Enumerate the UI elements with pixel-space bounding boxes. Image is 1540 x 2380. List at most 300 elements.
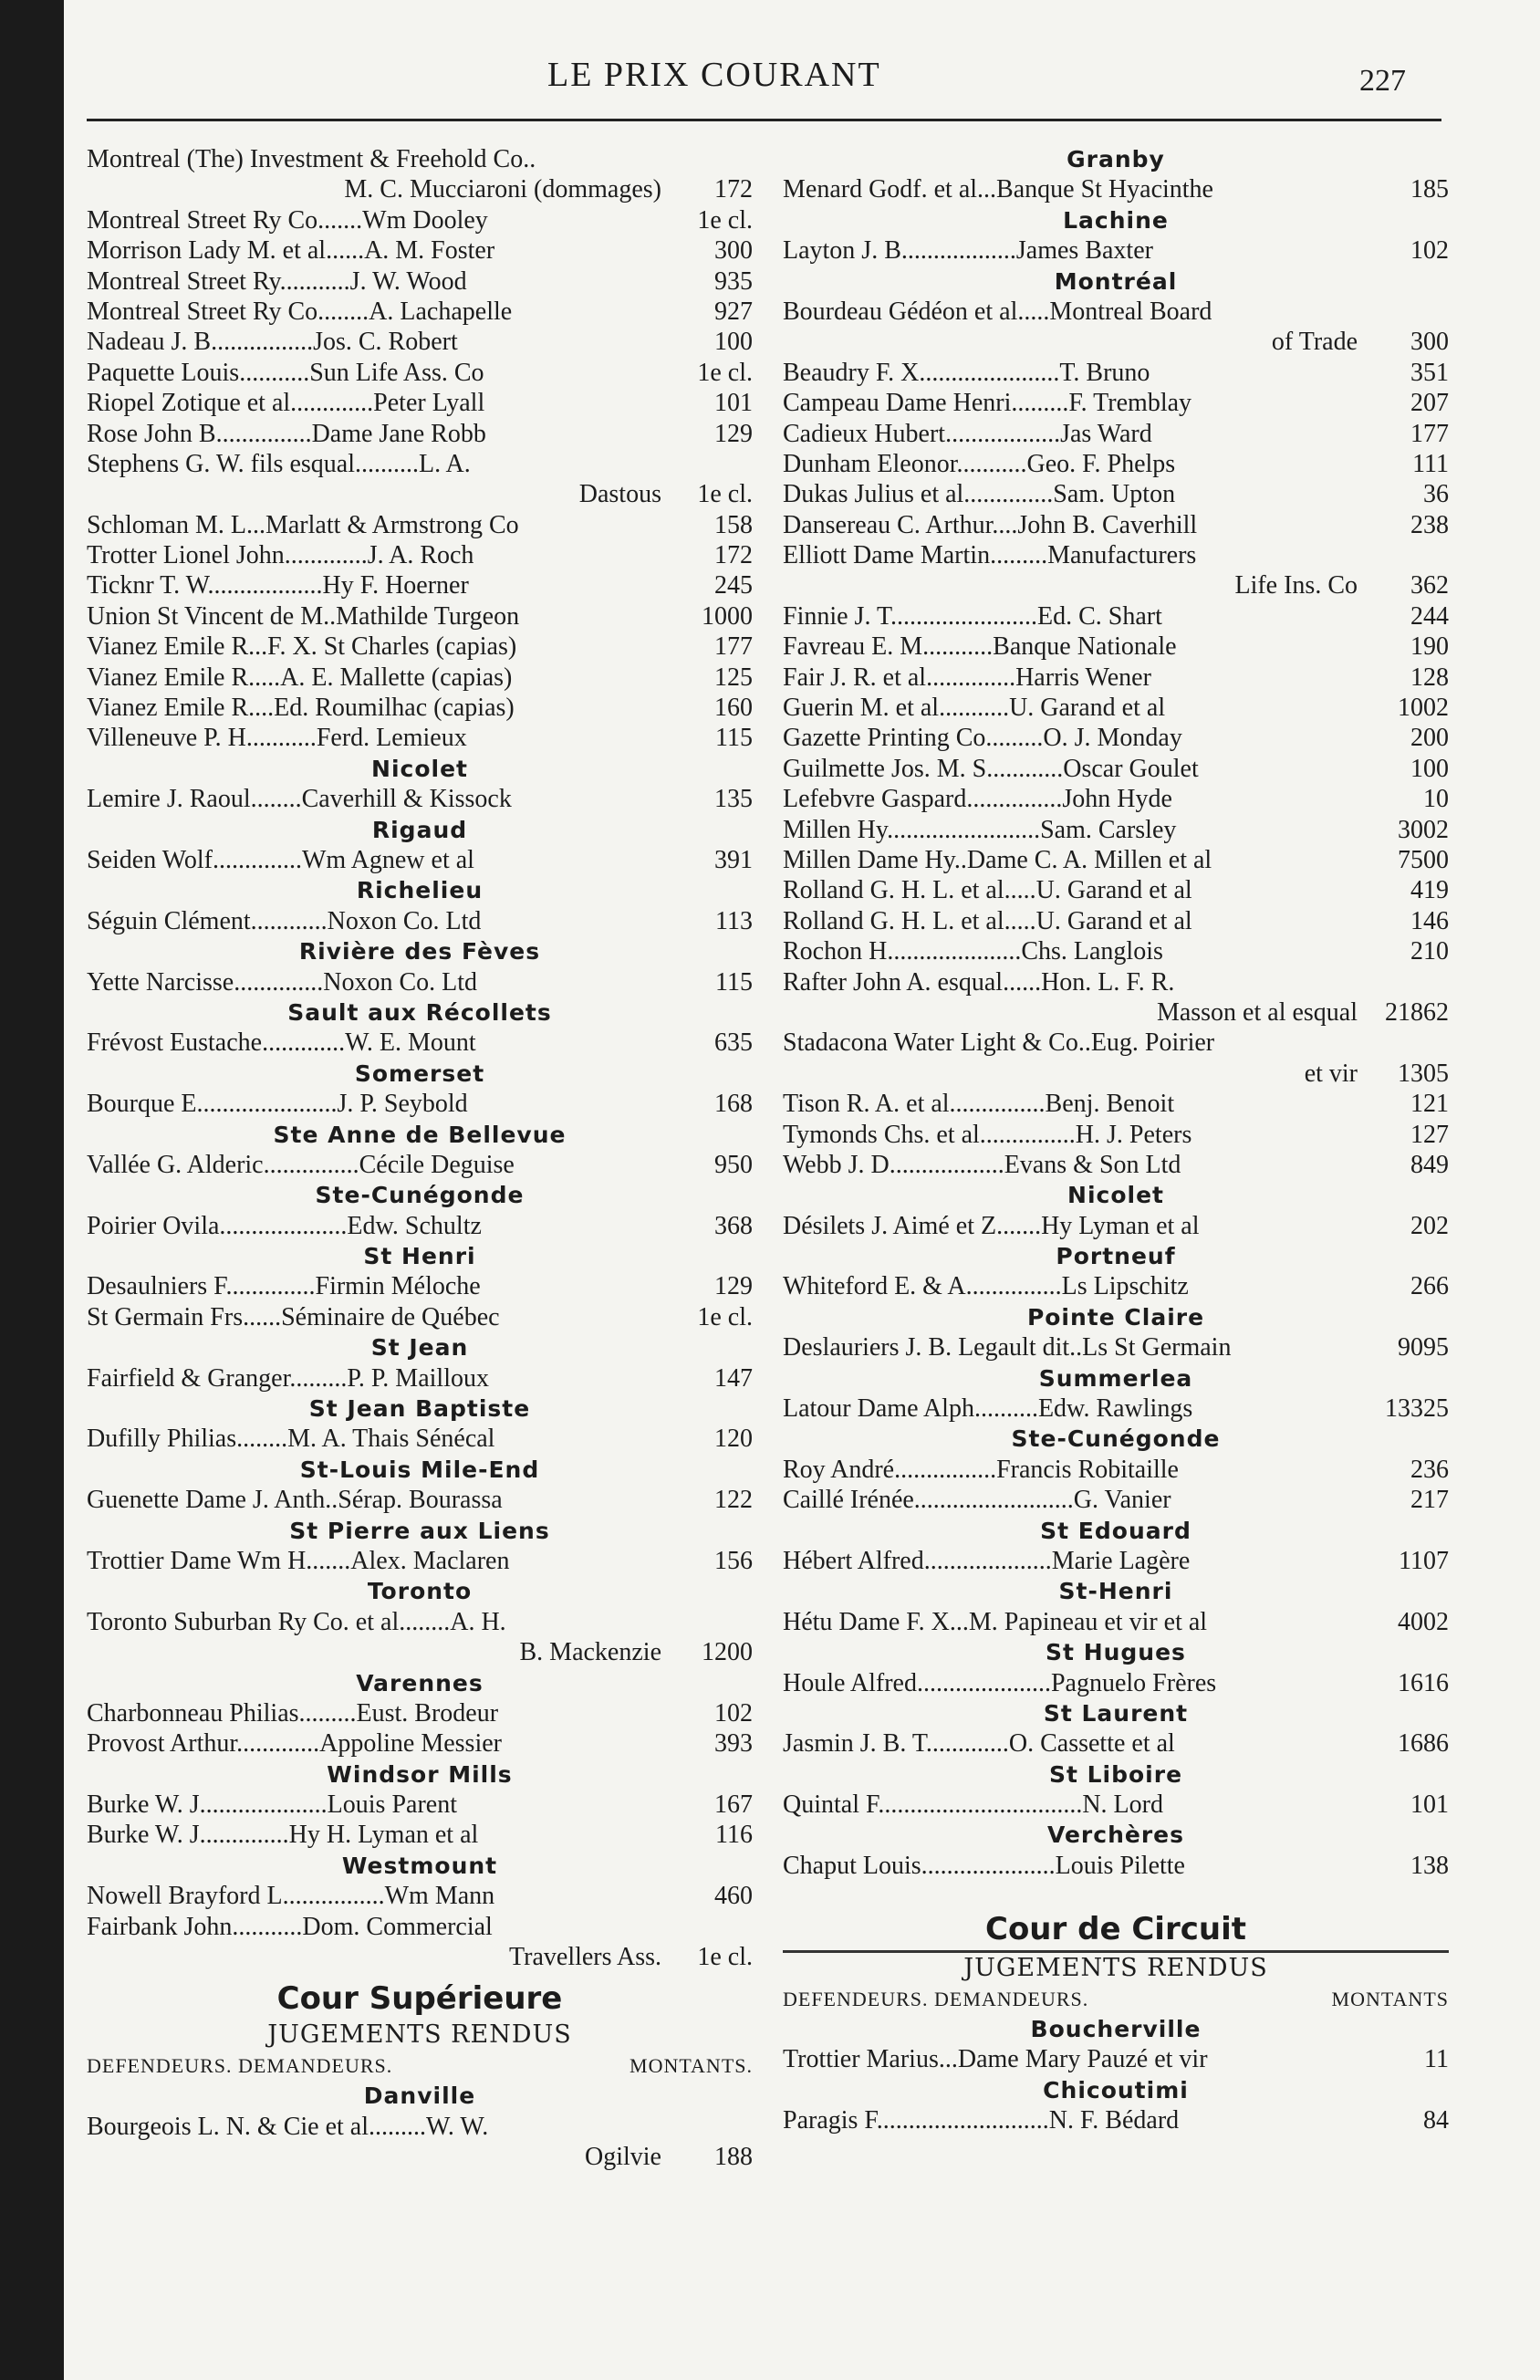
entry-amount: 11	[1424, 2045, 1449, 2074]
place-heading: Chicoutimi	[1043, 2076, 1189, 2103]
entry-amount: 135	[714, 785, 753, 814]
entry-parties: Jasmin J. B. T.............O. Cassette et al	[783, 1729, 1175, 1759]
entry-amount: 121	[1410, 1090, 1449, 1119]
entry-parties: Stephens G. W. fils esqual..........L. A.	[87, 449, 471, 478]
entry-parties: Millen Dame Hy..Dame C. A. Millen et al	[783, 845, 1212, 874]
place-heading: Montréal	[1054, 267, 1178, 295]
judgment-entry	[87, 419, 753, 449]
entry-parties: Deslauriers J. B. Legault dit..Ls St Germain	[783, 1333, 1232, 1362]
entry-parties: Whiteford E. & A...............Ls Lipschitz	[783, 1272, 1189, 1301]
judgment-entry	[87, 540, 753, 570]
judgment-entry	[783, 906, 1449, 936]
entry-parties: Hétu Dame F. X...M. Papineau et vir et al	[783, 1607, 1208, 1636]
judgment-entry	[783, 1668, 1449, 1698]
continuation-text: of Trade	[1271, 328, 1358, 357]
entry-amount: 156	[714, 1546, 753, 1575]
entry-amount: 266	[1410, 1272, 1449, 1301]
entry-parties: Roy André................Francis Robitaille	[783, 1455, 1179, 1484]
entry-parties: Hébert Alfred....................Marie Lagère	[783, 1546, 1191, 1575]
place-heading: Ste-Cunégonde	[1011, 1425, 1221, 1453]
judgment-entry	[87, 1546, 753, 1576]
entry-parties: Dukas Julius et al..............Sam. Upton	[783, 480, 1176, 509]
continuation-text: Ogilvie	[585, 2143, 661, 2171]
judgment-entry	[783, 1332, 1449, 1362]
entry-amount: 128	[1410, 663, 1449, 692]
entry-parties: Cadieux Hubert..................Jas Ward	[783, 419, 1152, 448]
entry-parties: Toronto Suburban Ry Co. et al........A. H.	[87, 1607, 506, 1636]
continuation-text: Travellers Ass.	[509, 1943, 661, 1972]
entry-parties: Dunham Eleonor...........Geo. F. Phelps	[783, 449, 1176, 478]
judgment-entry	[87, 1363, 753, 1394]
entry-parties: Houle Alfred.....................Pagnuelo Frères	[783, 1668, 1217, 1697]
entry-continuation	[87, 1637, 753, 1667]
continuation-text: B. Mackenzie	[519, 1638, 661, 1667]
judgment-entry	[87, 601, 753, 632]
entry-parties: Montreal Street Ry...........J. W. Wood	[87, 266, 467, 296]
judgment-entry	[783, 2105, 1449, 2135]
entry-amount: 7500	[1398, 845, 1449, 874]
judgment-entry	[783, 297, 1449, 327]
judgment-entry	[87, 449, 753, 479]
entry-parties: Trottier Marius...Dame Mary Pauzé et vir	[783, 2045, 1208, 2074]
judgment-entry	[783, 1546, 1449, 1576]
judgment-entry	[87, 358, 753, 388]
entry-parties: Tison R. A. et al...............Benj. Benoit	[783, 1090, 1175, 1119]
judgment-entry	[87, 570, 753, 600]
entry-parties: Rolland G. H. L. et al.....U. Garand et al	[783, 876, 1192, 905]
entry-amount: 635	[714, 1028, 753, 1058]
entry-amount: 202	[1410, 1211, 1449, 1240]
entry-continuation	[783, 1059, 1449, 1089]
entry-amount: 172	[714, 541, 753, 570]
entry-parties: Nowell Brayford L................Wm Mann	[87, 1882, 495, 1911]
judgment-entry	[783, 1607, 1449, 1637]
judgment-entry	[783, 419, 1449, 449]
judgment-entry	[783, 693, 1449, 723]
place-heading: Boucherville	[1030, 2016, 1202, 2043]
entry-amount: 111	[1412, 449, 1449, 478]
place-heading: Somerset	[354, 1060, 485, 1087]
judgment-entry	[87, 723, 753, 753]
judgment-entry	[783, 1150, 1449, 1180]
entry-parties: Guenette Dame J. Anth..Sérap. Bourassa	[87, 1486, 503, 1515]
judgment-entry	[87, 144, 753, 174]
entry-amount: 1e cl.	[697, 358, 753, 387]
judgment-entry	[783, 1851, 1449, 1881]
entry-amount: 368	[714, 1211, 753, 1240]
judgment-entry	[783, 1790, 1449, 1820]
entry-amount: 4002	[1398, 1607, 1449, 1636]
entry-parties: Layton J. B..................James Baxter	[783, 236, 1153, 266]
entry-continuation	[783, 327, 1449, 357]
entry-parties: Ticknr T. W..................Hy F. Hoerner	[87, 571, 469, 600]
entry-parties: Rochon H.....................Chs. Langlois	[783, 937, 1163, 966]
place-heading: St Liboire	[1048, 1760, 1183, 1788]
entry-parties: Séguin Clément............Noxon Co. Ltd	[87, 906, 482, 935]
entry-parties: Montreal Street Ry Co........A. Lachapelle	[87, 297, 513, 326]
entry-amount: 36	[1423, 480, 1449, 509]
place-heading: Westmount	[341, 1852, 498, 1879]
entry-parties: Stadacona Water Light & Co..Eug. Poirier	[783, 1028, 1215, 1058]
entry-parties: Rafter John A. esqual......Hon. L. F. R.	[783, 967, 1175, 997]
entry-amount: 351	[1410, 358, 1449, 387]
entry-amount: 300	[1410, 328, 1449, 357]
judgment-entry	[87, 632, 753, 662]
entry-parties: Fair J. R. et al..............Harris Wener	[783, 663, 1151, 692]
entry-amount: 1616	[1398, 1668, 1449, 1697]
column-label-parties: DEFENDEURS. DEMANDEURS.	[783, 1987, 1089, 2010]
entry-parties: Elliott Dame Martin.........Manufacturers	[783, 541, 1197, 570]
place-heading: St Jean	[370, 1334, 469, 1362]
judgment-entry	[87, 1302, 753, 1332]
entry-parties: Millen Hy........................Sam. Carsley	[783, 815, 1177, 844]
entry-amount: 10	[1423, 785, 1449, 814]
right-column	[783, 144, 1449, 2136]
judgment-entry	[783, 540, 1449, 570]
entry-parties: Villeneuve P. H...........Ferd. Lemieux	[87, 724, 467, 753]
judgment-entry	[87, 1881, 753, 1911]
place-heading: Danville	[363, 2082, 476, 2110]
judgment-entry	[87, 906, 753, 936]
entry-amount: 158	[714, 510, 753, 539]
left-column	[87, 144, 753, 2172]
entry-parties: Trottier Dame Wm H.......Alex. Maclaren	[87, 1546, 510, 1575]
entry-parties: Dansereau C. Arthur....John B. Caverhill	[783, 510, 1198, 539]
entry-amount: 1200	[702, 1638, 753, 1667]
entry-parties: Rose John B...............Dame Jane Robb	[87, 419, 486, 448]
judgment-entry	[87, 205, 753, 235]
entry-amount: 127	[1410, 1120, 1449, 1149]
entry-parties: Burke W. J....................Louis Parent	[87, 1790, 457, 1820]
entry-amount: 300	[714, 236, 753, 266]
judgment-entry	[87, 1150, 753, 1180]
entry-parties: Paragis F...........................N. F. Bédard	[783, 2106, 1180, 2135]
entry-continuation	[783, 570, 1449, 600]
entry-parties: Yette Narcisse..............Noxon Co. Ltd	[87, 967, 478, 997]
entry-amount: 1e cl.	[697, 480, 753, 509]
entry-amount: 1e cl.	[697, 1943, 753, 1972]
entry-amount: 245	[714, 571, 753, 600]
entry-amount: 120	[714, 1425, 753, 1454]
place-heading: Rigaud	[371, 816, 468, 843]
judgment-entry	[87, 663, 753, 693]
place-heading: St-Henri	[1058, 1578, 1173, 1605]
entry-parties: Gazette Printing Co.........O. J. Monday	[783, 724, 1182, 753]
entry-amount: 188	[714, 2143, 753, 2171]
entry-amount: 460	[714, 1882, 753, 1911]
entry-parties: Bourdeau Gédéon et al.....Montreal Board	[783, 297, 1212, 326]
judgment-entry	[783, 235, 1449, 266]
entry-parties: Vianez Emile R....Ed. Roumilhac (capias)	[87, 694, 515, 723]
judgment-entry	[783, 784, 1449, 814]
judgment-entry	[783, 174, 1449, 204]
judgment-entry	[783, 510, 1449, 540]
entry-amount: 1107	[1399, 1546, 1449, 1575]
entry-amount: 393	[714, 1729, 753, 1759]
entry-continuation	[87, 174, 753, 204]
judgment-entry	[87, 1698, 753, 1728]
judgment-entry	[783, 1120, 1449, 1150]
judgment-entry	[783, 723, 1449, 753]
entry-parties: Rolland G. H. L. et al.....U. Garand et al	[783, 906, 1192, 935]
place-heading: St Hugues	[1046, 1639, 1186, 1666]
entry-amount: 100	[1410, 754, 1449, 783]
entry-parties: Favreau E. M...........Banque Nationale	[783, 632, 1177, 662]
entry-parties: Finnie J. T.......................Ed. C. Shart	[783, 601, 1162, 631]
place-heading: Nicolet	[371, 755, 468, 782]
entry-parties: Latour Dame Alph..........Edw. Rawlings	[783, 1394, 1193, 1424]
judgment-entry	[783, 663, 1449, 693]
entry-amount: 950	[714, 1150, 753, 1179]
entry-amount: 160	[714, 694, 753, 723]
entry-amount: 21862	[1385, 997, 1449, 1027]
judgment-entry	[87, 1790, 753, 1820]
entry-parties: Desaulniers F..............Firmin Méloche	[87, 1272, 481, 1301]
entry-amount: 391	[714, 845, 753, 874]
entry-amount: 101	[714, 389, 753, 418]
judgment-entry	[783, 1485, 1449, 1515]
entry-amount: 9095	[1398, 1333, 1449, 1362]
place-heading: Portneuf	[1056, 1243, 1176, 1270]
court-heading: Cour de Circuit	[783, 1903, 1449, 1953]
column-label-amounts: MONTANTS.	[630, 2053, 753, 2077]
entry-parties: Vallée G. Alderic...............Cécile Deguise	[87, 1150, 515, 1179]
judgment-entry	[87, 1912, 753, 1942]
entry-parties: St Germain Frs......Séminaire de Québec	[87, 1302, 500, 1331]
entry-amount: 1305	[1398, 1059, 1449, 1088]
judgment-entry	[783, 1394, 1449, 1424]
entry-amount: 177	[1410, 419, 1449, 448]
entry-parties: Vianez Emile R.....A. E. Mallette (capias)	[87, 663, 513, 692]
judgment-entry	[783, 601, 1449, 632]
place-heading: Granby	[1067, 146, 1165, 172]
place-heading: Rivière des Fèves	[298, 938, 541, 966]
judgment-entry	[87, 1424, 753, 1454]
place-heading: Pointe Claire	[1026, 1303, 1205, 1331]
judgment-entry	[783, 936, 1449, 966]
judgment-entry	[87, 266, 753, 297]
entry-amount: 1e cl.	[697, 205, 753, 235]
column-label-amounts: MONTANTS	[1331, 1987, 1449, 2010]
judgment-entry	[87, 1271, 753, 1301]
entry-parties: Seiden Wolf..............Wm Agnew et al	[87, 845, 474, 874]
judgment-entry	[783, 875, 1449, 905]
judgment-entry	[783, 479, 1449, 509]
judgment-entry	[87, 510, 753, 540]
judgment-entry	[783, 1211, 1449, 1241]
judgment-entry	[783, 845, 1449, 875]
judgment-entry	[87, 1211, 753, 1241]
entry-amount: 177	[714, 632, 753, 662]
entry-continuation	[783, 997, 1449, 1028]
entry-parties: Dufilly Philias........M. A. Thais Sénécal	[87, 1425, 495, 1454]
judgment-entry	[783, 967, 1449, 997]
continuation-text: M. C. Mucciaroni (dommages)	[344, 175, 661, 204]
entry-parties: Montreal (The) Investment & Freehold Co..	[87, 145, 536, 173]
entry-amount: 849	[1410, 1150, 1449, 1179]
entry-amount: 1686	[1398, 1729, 1449, 1759]
entry-parties: Lefebvre Gaspard...............John Hyde	[783, 785, 1172, 814]
entry-amount: 13325	[1385, 1394, 1449, 1424]
judgment-entry	[87, 1485, 753, 1515]
place-heading: St Edouard	[1040, 1517, 1191, 1544]
entry-amount: 116	[715, 1821, 753, 1850]
place-heading: St Henri	[363, 1243, 476, 1270]
entry-amount: 129	[714, 1272, 753, 1301]
entry-parties: Frévost Eustache.............W. E. Mount	[87, 1028, 476, 1058]
entry-parties: Lemire J. Raoul........Caverhill & Kissock	[87, 785, 512, 814]
judgment-entry	[783, 632, 1449, 662]
judgment-entry	[87, 1820, 753, 1850]
entry-parties: Désilets J. Aimé et Z.......Hy Lyman et al	[783, 1211, 1200, 1240]
place-heading: St-Louis Mile-End	[299, 1456, 540, 1483]
entry-amount: 138	[1410, 1851, 1449, 1880]
entry-amount: 935	[714, 266, 753, 296]
judgment-entry	[87, 1028, 753, 1058]
binding-edge	[0, 0, 64, 2380]
entry-amount: 122	[714, 1486, 753, 1515]
judgment-entry	[87, 388, 753, 418]
column-labels	[783, 1984, 1449, 2014]
header-rule	[87, 119, 1441, 121]
entry-parties: Nadeau J. B................Jos. C. Robert	[87, 328, 458, 357]
entry-amount: 115	[715, 724, 753, 753]
entry-parties: Burke W. J..............Hy H. Lyman et al	[87, 1821, 479, 1850]
judgment-entry	[783, 388, 1449, 418]
judgment-entry	[87, 845, 753, 875]
entry-parties: Schloman M. L...Marlatt & Armstrong Co	[87, 510, 519, 539]
entry-parties: Vianez Emile R...F. X. St Charles (capias)	[87, 632, 517, 662]
entry-parties: Poirier Ovila....................Edw. Schultz	[87, 1211, 482, 1240]
judgment-entry	[87, 967, 753, 997]
entry-parties: Paquette Louis...........Sun Life Ass. Co	[87, 358, 484, 387]
entry-amount: 129	[714, 419, 753, 448]
entry-amount: 244	[1410, 601, 1449, 631]
entry-parties: Charbonneau Philias.........Eust. Brodeur	[87, 1698, 499, 1728]
entry-amount: 238	[1410, 510, 1449, 539]
entry-parties: Bourque E......................J. P. Seybold	[87, 1090, 468, 1119]
continuation-text: Life Ins. Co	[1234, 571, 1358, 600]
entry-amount: 236	[1410, 1455, 1449, 1484]
section-gap	[783, 1881, 1449, 1903]
entry-parties: Montreal Street Ry Co.......Wm Dooley	[87, 205, 488, 235]
entry-parties: Trotter Lionel John.............J. A. Roch	[87, 541, 474, 570]
entry-parties: Quintal F................................N. Lord	[783, 1790, 1163, 1820]
place-heading: Verchères	[1046, 1822, 1184, 1849]
entry-amount: 1002	[1398, 694, 1449, 723]
judgment-entry	[783, 1271, 1449, 1301]
entry-amount: 210	[1410, 937, 1449, 966]
place-heading: Summerlea	[1038, 1364, 1193, 1392]
entry-amount: 146	[1410, 906, 1449, 935]
judgment-entry	[783, 1089, 1449, 1119]
place-heading: Ste Anne de Bellevue	[273, 1121, 567, 1148]
continuation-text: Dastous	[578, 480, 661, 509]
entry-amount: 185	[1410, 175, 1449, 204]
entry-amount: 168	[714, 1090, 753, 1119]
place-heading: Ste-Cunégonde	[315, 1182, 525, 1209]
entry-amount: 147	[714, 1363, 753, 1393]
entry-parties: Chaput Louis.....................Louis Pilette	[783, 1851, 1185, 1880]
entry-amount: 125	[714, 663, 753, 692]
entry-amount: 217	[1410, 1486, 1449, 1515]
entry-amount: 102	[1410, 236, 1449, 266]
judgment-entry	[87, 235, 753, 266]
entry-parties: Webb J. D..................Evans & Son Ltd	[783, 1150, 1181, 1179]
judgment-entry	[87, 1607, 753, 1637]
entry-parties: Guerin M. et al...........U. Garand et al	[783, 694, 1166, 723]
page-number: 227	[1359, 64, 1406, 98]
entry-amount: 84	[1423, 2106, 1449, 2135]
judgment-entry	[87, 1728, 753, 1759]
entry-amount: 207	[1410, 389, 1449, 418]
place-heading: Nicolet	[1067, 1182, 1164, 1209]
entry-parties: Caillé Irénée.........................G. Vanier	[783, 1486, 1171, 1515]
entry-parties: Provost Arthur.............Appoline Messier	[87, 1729, 502, 1759]
entry-amount: 172	[714, 175, 753, 204]
continuation-text: et vir	[1304, 1059, 1358, 1088]
judgment-entry	[87, 1089, 753, 1119]
place-heading: St Laurent	[1043, 1699, 1189, 1727]
place-heading: Lachine	[1063, 206, 1169, 234]
column-label-parties: DEFENDEURS. DEMANDEURS.	[87, 2053, 393, 2077]
entry-parties: Riopel Zotique et al.............Peter Lyall	[87, 389, 485, 418]
place-heading: St Pierre aux Liens	[289, 1517, 550, 1544]
entry-parties: Fairfield & Granger.........P. P. Mailloux	[87, 1363, 489, 1393]
entry-amount: 1000	[702, 601, 753, 631]
entry-amount: 1e cl.	[697, 1302, 753, 1331]
judgment-entry	[87, 2112, 753, 2142]
journal-title: LE PRIX COURANT	[547, 56, 881, 94]
entry-amount: 190	[1410, 632, 1449, 662]
section-subheading: JUGEMENTS RENDUS	[963, 1954, 1268, 1983]
judgment-entry	[87, 784, 753, 814]
entry-amount: 419	[1410, 876, 1449, 905]
entry-parties: Beaudry F. X......................T. Bruno	[783, 358, 1150, 387]
entry-parties: Tymonds Chs. et al...............H. J. Peters	[783, 1120, 1192, 1149]
continuation-text: Masson et al esqual	[1156, 997, 1358, 1027]
entry-parties: Morrison Lady M. et al......A. M. Foster	[87, 236, 495, 266]
entry-amount: 113	[715, 906, 753, 935]
entry-amount: 362	[1410, 571, 1449, 600]
judgment-entry	[783, 1455, 1449, 1485]
judgment-entry	[87, 327, 753, 357]
entry-amount: 101	[1410, 1790, 1449, 1820]
entry-continuation	[87, 1942, 753, 1972]
place-heading: Richelieu	[356, 877, 484, 904]
entry-amount: 102	[714, 1698, 753, 1728]
judgment-entry	[783, 358, 1449, 388]
column-labels	[87, 2051, 753, 2081]
place-heading: Windsor Mills	[327, 1760, 513, 1788]
entry-amount: 927	[714, 297, 753, 326]
judgment-entry	[783, 449, 1449, 479]
judgment-entry	[783, 754, 1449, 784]
entry-amount: 100	[714, 328, 753, 357]
entry-continuation	[87, 2142, 753, 2172]
section-subheading: JUGEMENTS RENDUS	[267, 2020, 572, 2050]
entry-parties: Menard Godf. et al...Banque St Hyacinthe	[783, 175, 1213, 204]
court-heading: Cour Supérieure	[276, 1980, 563, 2018]
place-heading: Sault aux Récollets	[287, 998, 552, 1026]
judgment-entry	[783, 1028, 1449, 1058]
entry-parties: Fairbank John...........Dom. Commercial	[87, 1912, 493, 1941]
judgment-entry	[783, 2044, 1449, 2074]
entry-amount: 200	[1410, 724, 1449, 753]
entry-amount: 3002	[1398, 815, 1449, 844]
entry-amount: 115	[715, 967, 753, 997]
judgment-entry	[783, 815, 1449, 845]
